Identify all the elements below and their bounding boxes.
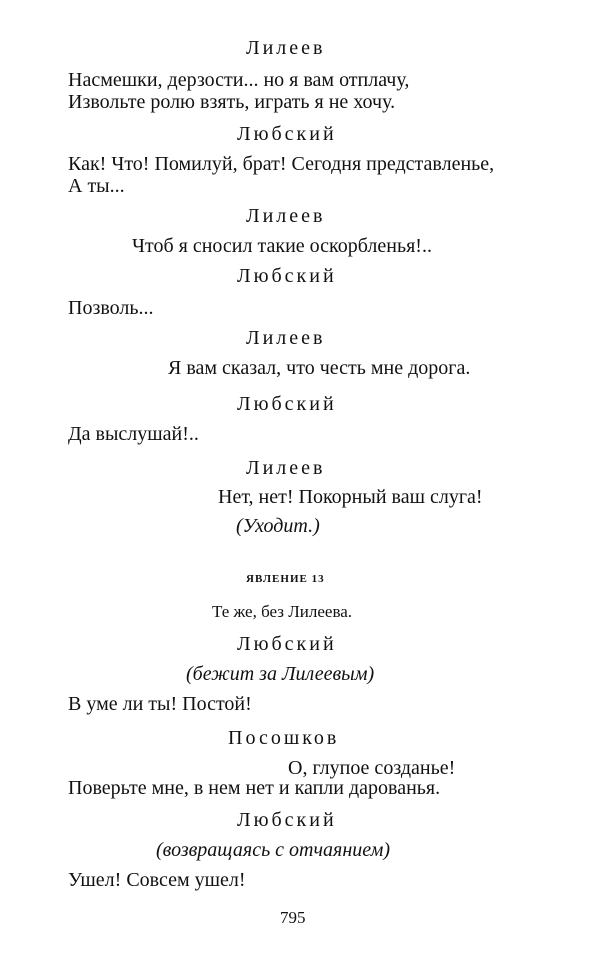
verse-line: Насмешки, дерзости... но я вам отплачу,: [68, 69, 410, 91]
stage-direction: (бежит за Лилеевым): [186, 663, 375, 685]
speaker-name: Любский: [237, 809, 337, 831]
verse-line: Да выслушай!..: [68, 423, 199, 445]
verse-line: В уме ли ты! Постой!: [68, 693, 252, 715]
verse-line: А ты...: [68, 175, 125, 197]
verse-line: Я вам сказал, что честь мне дорога.: [168, 357, 471, 379]
verse-line: Как! Что! Помилуй, брат! Сегодня представленье,: [68, 153, 495, 175]
speaker-name: Лилеев: [246, 327, 326, 349]
verse-line: Чтоб я сносил такие оскорбленья!..: [132, 235, 432, 257]
scene-heading: ЯВЛЕНИЕ 13: [246, 573, 325, 585]
speaker-name: Лилеев: [246, 457, 326, 479]
verse-line: Позволь...: [68, 297, 154, 319]
verse-line: Извольте ролю взять, играть я не хочу.: [68, 91, 396, 113]
speaker-name: Лилеев: [246, 205, 326, 227]
verse-line: Поверьте мне, в нем нет и капли дарованья.: [68, 777, 441, 799]
verse-line: Нет, нет! Покорный ваш слуга!: [218, 486, 483, 508]
page-number: 795: [280, 908, 306, 927]
stage-direction: (Уходит.): [236, 515, 320, 537]
speaker-name: Любский: [237, 633, 337, 655]
scene-direction: Те же, без Лилеева.: [212, 602, 353, 621]
speaker-name: Лилеев: [246, 37, 326, 59]
speaker-name: Любский: [237, 393, 337, 415]
verse-line: О, глупое созданье!: [288, 757, 456, 779]
speaker-name: Посошков: [228, 727, 340, 749]
speaker-name: Любский: [237, 265, 337, 287]
stage-direction: (возвращаясь с отчаянием): [156, 839, 391, 861]
verse-line: Ушел! Совсем ушел!: [68, 869, 246, 891]
speaker-name: Любский: [237, 123, 337, 145]
